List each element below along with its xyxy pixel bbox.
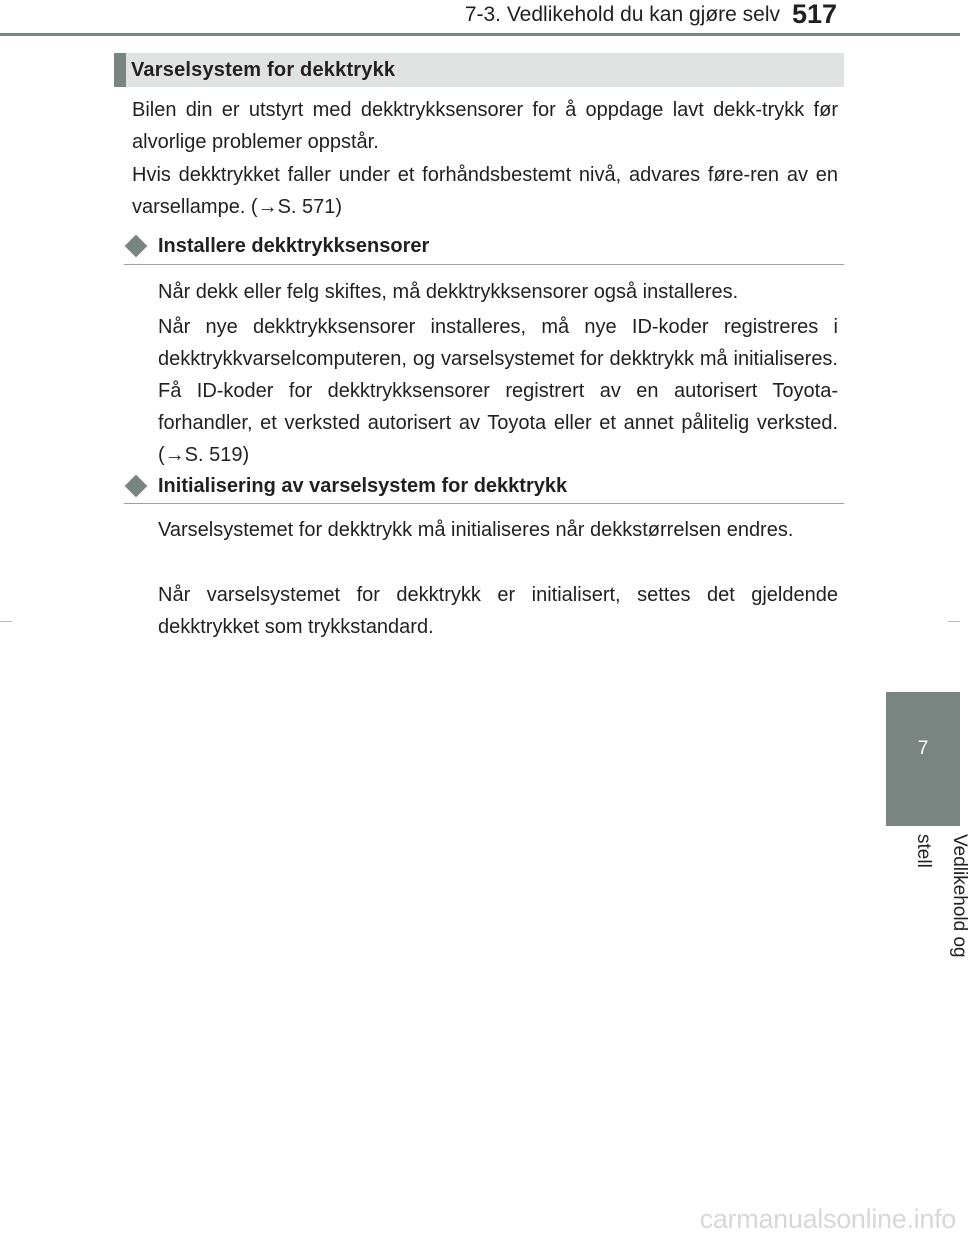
intro-paragraph-2: Hvis dekktrykket faller under et forhåndsbestemt nivå, advares føre-ren av en varsellampe. (→S. 571) [132, 164, 838, 218]
diamond-bullet-icon [125, 475, 148, 498]
subsection-heading-2 [124, 470, 844, 504]
intro-paragraph-1: Bilen din er utstyrt med dekktrykksensorer for å oppdage lavt dekk-trykk før alvorlige problemer oppstår. [132, 99, 838, 153]
diamond-bullet-icon [125, 235, 148, 258]
chapter-tab [886, 692, 960, 826]
chapter-title: Vedlikehold og stell [913, 834, 970, 958]
subsection-heading-text: Initialisering av varselsystem for dekktrykk [158, 475, 568, 497]
subsection-divider [124, 503, 844, 504]
section-title-bar [114, 53, 844, 87]
crop-mark-left [0, 621, 12, 622]
header-divider [0, 33, 960, 36]
subsection-heading-text: Installere dekktrykksensorer [158, 235, 430, 257]
watermark-text: carmanualsonline.info [699, 1204, 956, 1234]
header-section-title: 7-3. Vedlikehold du kan gjøre selv [464, 3, 780, 26]
subsection-2-paragraph-2: Når varselsystemet for dekktrykk er initialisert, settes det gjeldende dekktrykket som trykkstandard. [158, 584, 838, 638]
crop-mark-right [948, 621, 960, 622]
chapter-number: 7 [917, 738, 929, 759]
subsection-1-paragraph-1: Når dekk eller felg skiftes, må dekktrykksensorer også installeres. [158, 281, 739, 303]
subsection-1-paragraph-2: Når nye dekktrykksensorer installeres, må nye ID-koder registreres i dekktrykkvarselcomputeren, og varselsystemet for dekktrykk må initialiseres. Få ID-koder for dekktrykksensorer registrert av en autorisert Toyota-forhandler, et verksted autorisert av Toyota eller et annet pålitelig verksted. (→S. 519) [158, 316, 838, 466]
chapter-title-vertical [905, 834, 970, 984]
title-bar-accent [114, 53, 126, 87]
subsection-2-paragraph-1: Varselsystemet for dekktrykk må initialiseres når dekkstørrelsen endres. [158, 519, 794, 541]
subsection-divider [124, 264, 844, 265]
section-title: Varselsystem for dekktrykk [131, 59, 396, 81]
page-number: 517 [792, 0, 838, 29]
subsection-heading-1 [124, 230, 844, 264]
